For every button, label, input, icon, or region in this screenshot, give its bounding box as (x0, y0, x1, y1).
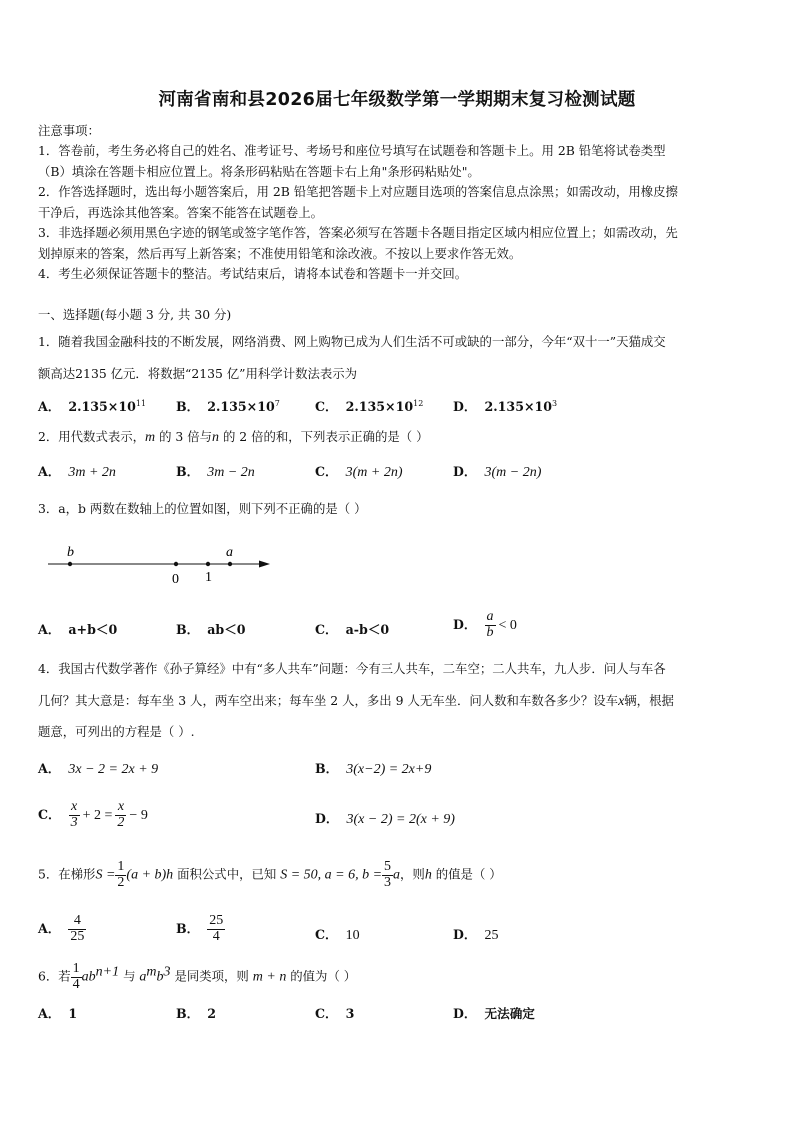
q6-option-d[interactable]: D． 无法确定 (453, 1006, 535, 1021)
q2-option-d[interactable]: D． 3(m − 2n) (453, 464, 542, 480)
fraction-five-thirds: $\frac{5}{3}$ (384, 859, 392, 890)
q1-stem-line2: 额高达2135 亿元．将数据“2135 亿”用科学计数法表示为 (38, 366, 358, 381)
q3-option-b[interactable]: B． ab＜0 (176, 622, 246, 637)
q4-option-b[interactable]: B． 3(x−2) = 2x+9 (315, 761, 432, 777)
q1-option-c[interactable]: C． $2.135\times 10^{12}$ (315, 398, 424, 414)
label-b: b (67, 545, 74, 560)
q1-option-a[interactable]: A． $2.135\times 10^{11}$ (38, 398, 147, 414)
point-b-dot (68, 562, 72, 566)
notice-item-1-cont: （B）填涂在答题卡相应位置上。将条形码粘贴在答题卡右上角"条形码粘贴处"。 (38, 164, 480, 179)
notice-heading: 注意事项： (38, 123, 100, 138)
q5-option-a[interactable]: A． $\frac{4}{25}$ (38, 913, 85, 944)
q6-option-b[interactable]: B． 2 (176, 1006, 217, 1021)
fraction-25-over-4: $\frac{25}{4}$ (209, 913, 224, 944)
q1-stem-line1: 1．随着我国金融科技的不断发展，网络消费、网上购物已成为人们生活不可或缺的一部分，今年“双十一”天猫成交 (38, 334, 666, 349)
q2-option-a[interactable]: A． 3m + 2n (38, 464, 116, 480)
q2-stem: 2．用代数式表示，m 的 3 倍与n 的 2 倍的和，下列表示正确的是（ ） (38, 429, 429, 445)
section-heading: 一、选择题(每小题 3 分, 共 30 分) (38, 307, 232, 322)
label-a: a (226, 545, 233, 560)
number-line-arrow (259, 561, 270, 568)
point-0-dot (174, 562, 178, 566)
point-1-dot (206, 562, 210, 566)
exam-title: 河南省南和县2026届七年级数学第一学期期末复习检测试题 (158, 90, 636, 110)
q4-stem-line1: 4．我国古代数学著作《孙子算经》中有“多人共车”问题：今有三人共车，二车空；二人共车，九人步．问人与车各 (38, 661, 666, 676)
point-a-dot (228, 562, 232, 566)
q2-option-c[interactable]: C． 3(m + 2n) (315, 464, 403, 480)
q3-stem: 3．a，b 两数在数轴上的位置如图，则下列不正确的是（ ） (38, 501, 367, 516)
q5-stem: 5．在梯形S = $\frac{1}{2}$ (a + b)h 面积公式中，已知 S = 50, a = 6, b = $\frac{5}{3}$ a，则h 的值是（ ） (38, 859, 502, 890)
notice-item-1: 1．答卷前，考生务必将自己的姓名、准考证号、考场号和座位号填写在试题卷和答题卡上。用 2B 铅笔将试卷类型 (38, 143, 666, 158)
notice-item-4: 4．考生必须保证答题卡的整洁。考试结束后，请将本试卷和答题卡一并交回。 (38, 266, 468, 281)
q4-option-a[interactable]: A． 3x − 2 = 2x + 9 (38, 761, 159, 777)
q1-option-b[interactable]: B． $2.135\times 10^7$ (176, 398, 280, 414)
q5-option-c[interactable]: C． 10 (315, 927, 360, 943)
fraction-4-over-25: $\frac{4}{25}$ (70, 913, 85, 944)
fraction-a-over-b: $\frac{a}{b}$ (486, 609, 494, 640)
q5-option-b[interactable]: B． $\frac{25}{4}$ (176, 913, 224, 944)
number-line-figure (40, 538, 280, 588)
notice-item-2-cont: 干净后，再选涂其他答案。答案不能答在试题卷上。 (38, 205, 323, 220)
notice-item-3: 3．非选择题必须用黑色字迹的钢笔或签字笔作答，答案必须写在答题卡各题目指定区域内相应位置上；如需改动，先 (38, 225, 678, 240)
q4-stem-line2: 几何？其大意是：每车坐 3 人，两车空出来；每车坐 2 人，多出 9 人无车坐．问人数和车数各多少？设车x辆，根据 (38, 693, 674, 709)
q3-option-d[interactable]: D． $\frac{a}{b}$ < 0 (453, 609, 517, 640)
fraction-one-quarter: $\frac{1}{4}$ (72, 961, 80, 992)
q4-stem-line3: 题意，可列出的方程是（ ）. (38, 724, 195, 739)
notice-item-3-cont: 划掉原来的答案，然后再写上新答案；不准使用铅笔和涂改液。不按以上要求作答无效。 (38, 246, 522, 261)
q6-stem: 6．若 $\frac{1}{4}$ $ab^{n+1}$ 与 $a^mb^3$ 是同类项，则 m + n 的值为（ ） (38, 961, 357, 992)
tick-label-0: 0 (172, 572, 179, 587)
q2-option-b[interactable]: B． 3m − 2n (176, 464, 255, 480)
q3-option-c[interactable]: C． a-b＜0 (315, 622, 390, 637)
notice-item-2: 2．作答选择题时，选出每小题答案后，用 2B 铅笔把答题卡上对应题目选项的答案信息点涂黑；如需改动，用橡皮擦 (38, 184, 678, 199)
q5-option-d[interactable]: D． 25 (453, 927, 499, 943)
fraction-x-over-3: $\frac{x}{3}$ (70, 799, 78, 830)
q6-option-c[interactable]: C． 3 (315, 1006, 355, 1021)
fraction-x-over-2: $\frac{x}{2}$ (117, 799, 125, 830)
q3-option-a[interactable]: A． a+b＜0 (38, 622, 118, 637)
fraction-one-half: $\frac{1}{2}$ (117, 859, 125, 890)
q4-option-c[interactable]: C． $\frac{x}{3}$ + 2 = $\frac{x}{2}$ − 9 (38, 799, 148, 830)
tick-label-1: 1 (205, 570, 212, 585)
q4-option-d[interactable]: D． 3(x − 2) = 2(x + 9) (315, 811, 455, 827)
q6-option-a[interactable]: A． 1 (38, 1006, 78, 1021)
q1-option-d[interactable]: D． $2.135\times 10^3$ (453, 398, 558, 414)
